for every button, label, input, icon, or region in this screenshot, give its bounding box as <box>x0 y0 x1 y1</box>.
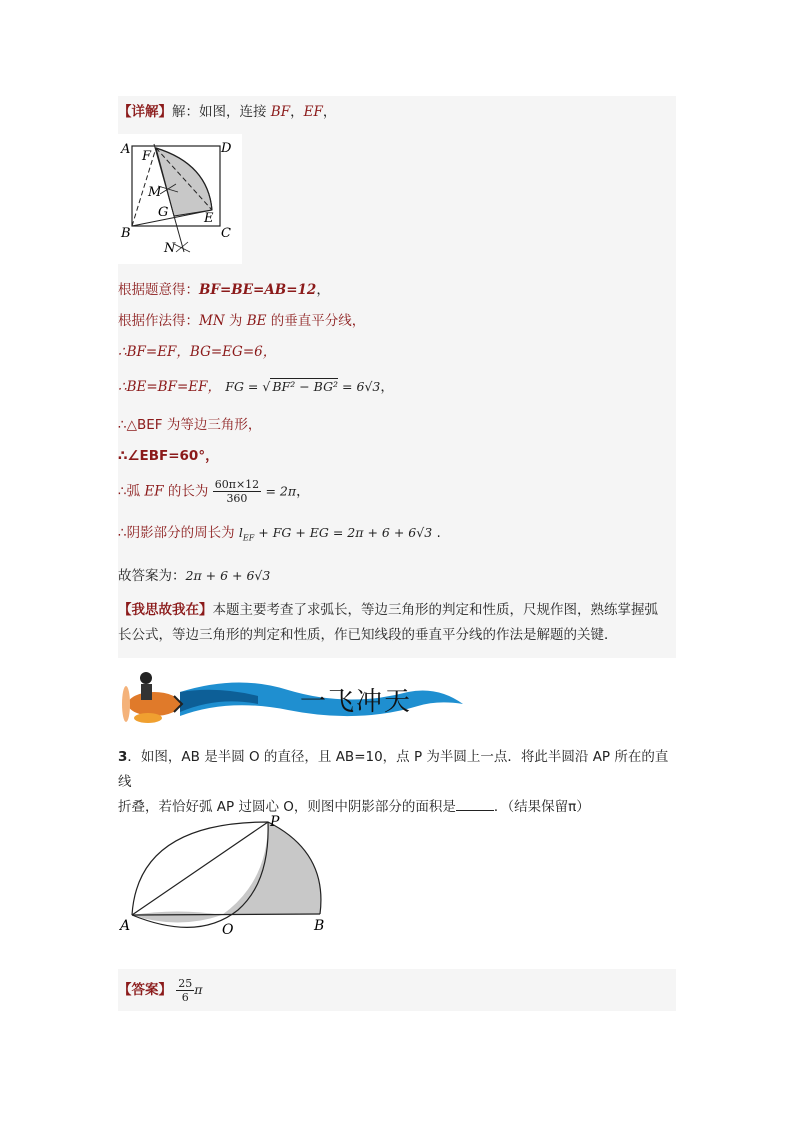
step-4-suffix: ， <box>380 379 394 395</box>
reflection-text-1: 本题主要考查了求弧长，等边三角形的判定和性质，尺规作图，熟练掌握弧 <box>212 602 658 618</box>
shaded-region-lower <box>132 912 222 923</box>
answer-3-num: 25 <box>178 976 193 990</box>
step-8-suffix: . <box>432 525 441 541</box>
step-8-l: l <box>238 525 243 540</box>
step-7-prefix: ∴弧 <box>118 483 145 500</box>
detail-comma: ， <box>290 104 304 120</box>
step-2-suffix: 的垂直平分线， <box>266 313 366 329</box>
label-c: C <box>221 226 231 241</box>
step-1 <box>118 281 330 299</box>
step-2 <box>118 312 365 330</box>
label-b2: B <box>314 918 325 934</box>
step-7-mid: 的长为 <box>163 483 209 500</box>
step-4-prefix: ∴BE=BF=EF， <box>118 379 221 395</box>
step-7 <box>118 478 310 505</box>
label-e: E <box>204 211 214 226</box>
step-2-mn: MN <box>199 313 225 329</box>
step-3: ∴BF=EF，BG=EG=6， <box>118 344 277 360</box>
answer-line-prefix: 故答案为： <box>118 568 186 584</box>
question-3-line-2a: 折叠，若恰好弧 AP 过圆心 O，则图中阴影部分的面积是 <box>118 799 456 815</box>
step-8-rest: + FG + EG = 2π + 6 + 6√3 <box>254 525 433 540</box>
answer-line-value: 2π + 6 + 6√3 <box>185 568 271 583</box>
fraction-arc-length <box>213 478 261 505</box>
label-o: O <box>222 922 234 938</box>
answer-3-den: 6 <box>181 990 189 1004</box>
label-p: P <box>270 814 280 830</box>
label-a2: A <box>120 918 131 934</box>
reflection <box>118 598 678 648</box>
figure-square-arc <box>118 134 242 264</box>
plane-body <box>128 692 180 716</box>
label-n: N <box>164 241 176 256</box>
detail-intro: 解：如图，连接 <box>172 104 271 120</box>
plane-wing <box>134 713 162 723</box>
fraction-den: 360 <box>226 492 248 505</box>
label-b: B <box>121 226 131 241</box>
detail-ef: EF <box>303 104 323 120</box>
step-7-rhs: = 2π <box>265 483 297 499</box>
step-4-radicand: BF² − BG² <box>272 379 339 394</box>
label-d: D <box>221 141 232 156</box>
step-6: ∴∠EBF=60°， <box>118 448 219 464</box>
step-2-mid: 为 <box>224 313 247 329</box>
label-f: F <box>142 149 152 164</box>
answer-3-pi: π <box>194 982 203 997</box>
step-1-suffix: ， <box>316 282 330 298</box>
step-7-suffix: ， <box>296 483 310 500</box>
plane-propeller <box>122 686 130 722</box>
question-3 <box>118 745 678 820</box>
label-m: M <box>148 185 162 200</box>
step-2-prefix: 根据作法得： <box>118 313 199 329</box>
label-a: A <box>121 142 131 157</box>
step-1-math: BF=BE=AB=12 <box>199 282 317 298</box>
step-2-be: BE <box>246 313 267 329</box>
step-8-prefix: ∴阴影部分的周长为 <box>118 525 239 541</box>
reflection-tag: 【我思故我在】 <box>118 602 213 618</box>
answer-blank[interactable] <box>456 798 494 811</box>
step-4: ∴BE=BF=EF， FG = √ BF² − BG² = 6√3， <box>118 379 394 395</box>
step-8 <box>118 524 441 548</box>
pilot-head <box>140 672 152 684</box>
step-4-lhs: FG = <box>225 379 263 394</box>
label-g: G <box>158 205 169 220</box>
step-7-ef: EF <box>144 483 164 500</box>
step-4-rhs: = 6√3 <box>338 379 381 394</box>
step-5: ∴△BEF 为等边三角形， <box>118 417 262 433</box>
answer-line <box>118 567 270 585</box>
step-8-sub: EF <box>242 533 255 543</box>
answer-3-tag: 【答案】 <box>118 982 172 998</box>
detail-end: ， <box>322 104 337 120</box>
pilot-body <box>141 684 152 700</box>
question-3-line-2b: ．（结果保留π） <box>493 799 590 815</box>
banner-title: 一飞冲天 <box>300 687 413 717</box>
banner-graphic <box>118 664 468 734</box>
answer-3-fraction <box>176 977 194 1004</box>
fraction-num: 60π×12 <box>214 478 260 491</box>
shaded-region-right <box>222 822 321 915</box>
reflection-text-2: 长公式，等边三角形的判定和性质，作已知线段的垂直平分线的作法是解题的关键． <box>118 627 618 643</box>
detail-tag: 【详解】 <box>118 104 172 120</box>
step-1-prefix: 根据题意得： <box>118 282 199 298</box>
question-3-line-1: ．如图，AB 是半圆 O 的直径，且 AB=10，点 P 为半圆上一点．将此半圆沿 AP 所在的直线 <box>118 749 669 790</box>
answer-3 <box>118 976 203 1004</box>
detail-bf: BF <box>270 104 291 120</box>
figure-semicircle <box>118 812 338 940</box>
detail-line <box>118 103 336 121</box>
question-3-number: 3 <box>118 749 128 765</box>
